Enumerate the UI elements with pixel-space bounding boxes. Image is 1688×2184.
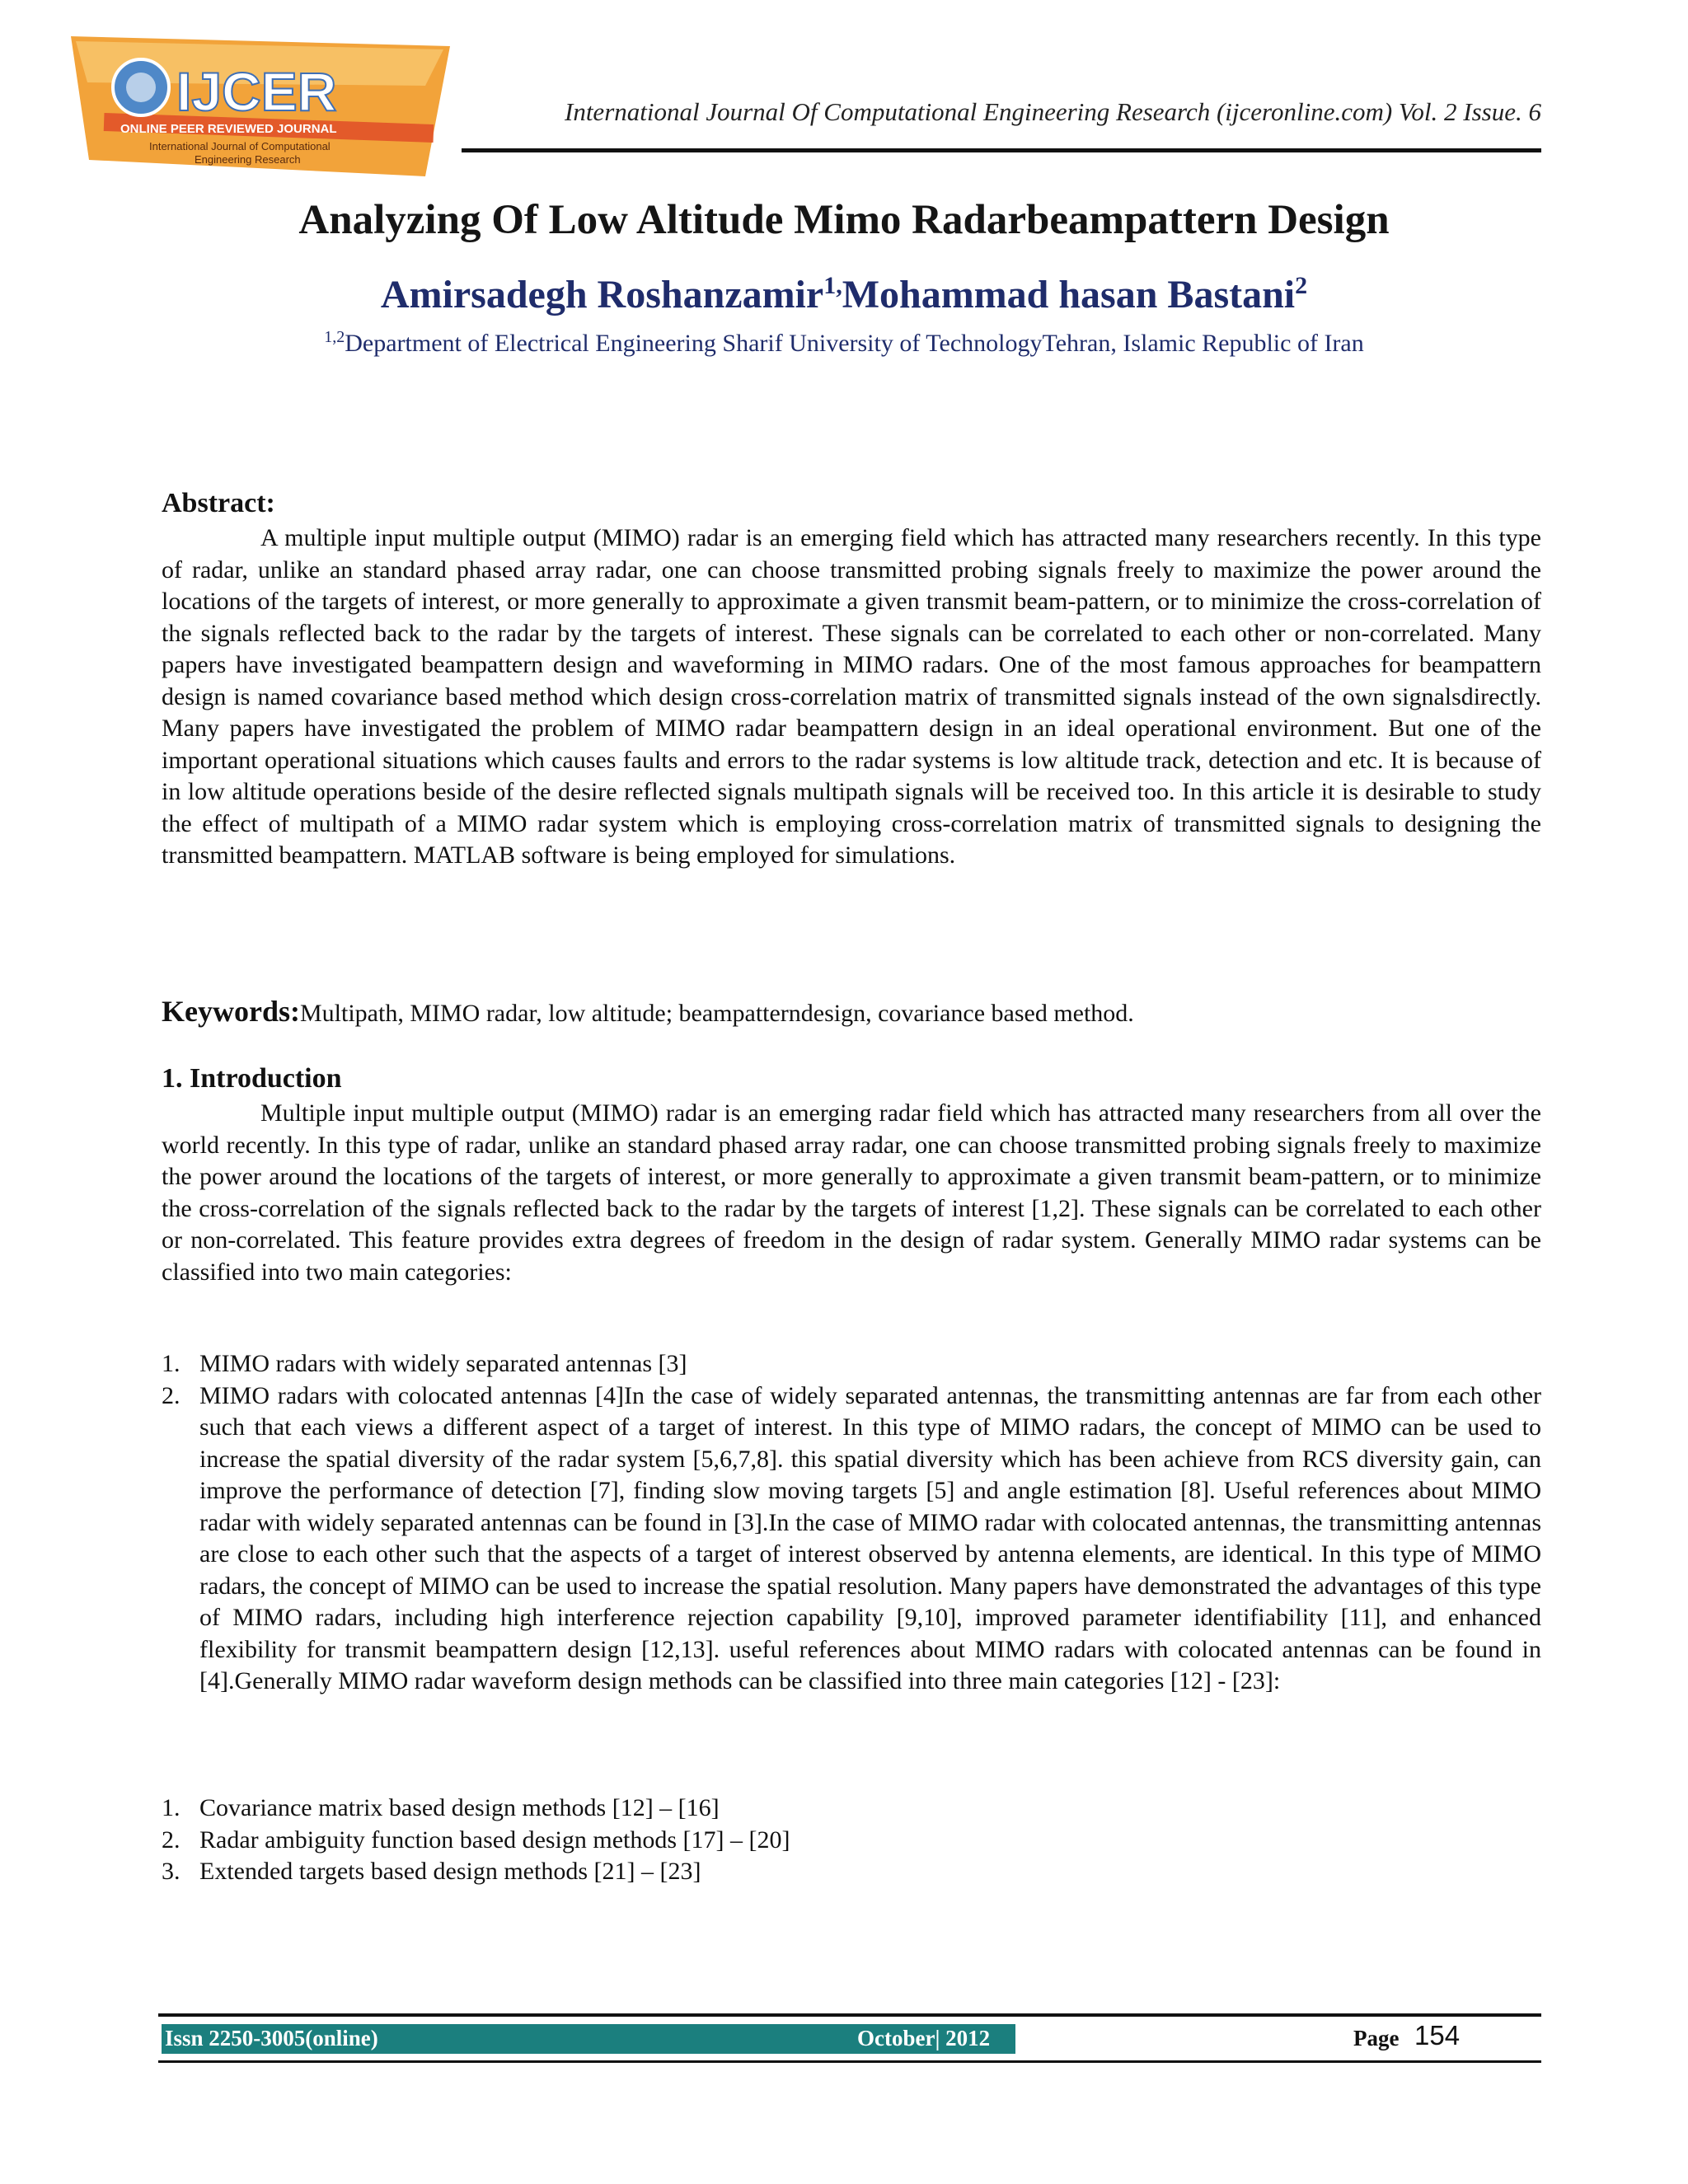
logo-graphic: [71, 36, 450, 176]
affiliation-text: Department of Electrical Engineering Sharif University of TechnologyTehran, Islamic Republic of Iran: [345, 330, 1364, 357]
introduction-heading: 1. Introduction: [162, 1063, 342, 1094]
keywords-text: Multipath, MIMO radar, low altitude; beampatterndesign, covariance based method.: [299, 1000, 1134, 1027]
abstract-heading: Abstract:: [162, 488, 275, 518]
list-item: [162, 1856, 1541, 1888]
footer-date: October| 2012: [857, 2026, 991, 2050]
logo-subline-2: Engineering Research: [195, 153, 301, 166]
list-item: [162, 1825, 1541, 1857]
author-affiliation: [0, 328, 1688, 358]
list-item-number: 1.: [162, 1350, 181, 1377]
list-item-number: 2.: [162, 1825, 181, 1854]
author-list: [0, 272, 1688, 317]
keywords-label: Keywords:: [162, 995, 300, 1028]
keywords-line: [162, 996, 1541, 1030]
list-item-text: MIMO radars with colocated antennas [4]In the case of widely separated antennas, the transmitting antennas are far from each other such that each views a different aspect of a target of interest. In this type of MIMO radars, the concept of MIMO can be used to increase the spatial diversity of the radar system [5,6,7,8]. this spatial diversity which has been achieve from RCS diversity gain, can improve the performance of detection [7], finding slow moving targets [5] and angle estimation [8]. Useful references about MIMO radar with widely separated antennas can be found in [3].In the case of MIMO radar with colocated antennas, the transmitting antennas are close to each other such that the aspects of a target of interest observed by antenna elements, are identical. In this type of MIMO radars, the concept of MIMO can be used to increase the spatial resolution. Many papers have demonstrated the advantages of this type of MIMO radars, including high interference rejection capability [9,10], improved parameter identifiability [11], and enhanced flexibility for transmit beampattern design [12,13]. useful references about MIMO radars with colocated antennas can be found in [4].Generally MIMO radar waveform design methods can be classified into three main categories [12] - [23]:: [199, 1381, 1541, 1694]
list-item-number: 3.: [162, 1858, 181, 1885]
logo-tagline-text: ONLINE PEER REVIEWED JOURNAL: [120, 122, 337, 136]
paper-title: Analyzing Of Low Altitude Mimo Radarbeampattern Design: [298, 197, 1390, 243]
footer-page-label: Page: [1353, 2026, 1400, 2050]
list-item-number: 2.: [162, 1381, 181, 1409]
abstract-body: A multiple input multiple output (MIMO) radar is an emerging field which has attracted many researchers recently. In this type of radar, unlike an standard phased array radar, one can choose transmitted probing signals freely to maximize the power around the locations of the targets of interest, or more generally to approximate a given transmit beam-pattern, or to minimize the cross-correlation of the signals reflected back to the radar by the targets of interest. These signals can be correlated to each other or non-correlated. Many papers have investigated beampattern design and waveforming in MIMO radars. One of the most famous approaches for beampattern design is named covariance based method which design cross-correlation matrix of transmitted signals instead of the own signalsdirectly. Many papers have investigated the problem of MIMO radar beampattern design in an ideal operational environment. But one of the important operational situations which causes faults and errors to the radar systems is low altitude track, detection and etc. It is because of in low altitude operations beside of the desire reflected signals multipath signals will be received too. In this article it is desirable to study the effect of multipath of a MIMO radar system which is employing cross-correlation matrix of transmitted signals to designing the transmitted beampattern. MATLAB software is being employed for simulations.: [162, 524, 1541, 869]
logo-brand-text: IJCER: [176, 61, 337, 122]
footer-page-number: 154: [1414, 2020, 1461, 2050]
list-item: [162, 1380, 1541, 1698]
list-item: [162, 1348, 1541, 1380]
introduction-paragraph: Multiple input multiple output (MIMO) radar is an emerging radar field which has attracted many researchers from all over the world recently. In this type of radar, unlike an standard phased array radar, one can choose transmitted probing signals freely to maximize the power around the locations of the targets of interest, or more generally to approximate a given transmit beam-pattern, or to minimize the cross-correlation of the signals reflected back to the radar by the targets of interest [1,2]. These signals can be correlated to each other or non-correlated. This feature provides extra degrees of freedom in the design of radar system. Generally MIMO radar systems can be classified into two main categories:: [162, 1099, 1541, 1286]
list-item: [162, 1793, 1541, 1825]
list-item-text: Covariance matrix based design methods [12] – [16]: [199, 1794, 720, 1821]
list-item-text: MIMO radars with widely separated antennas [3]: [199, 1350, 687, 1377]
author-2-name: Mohammad hasan Bastani: [842, 273, 1296, 316]
antenna-category-list: [162, 1348, 1541, 1698]
header-divider: [462, 148, 1541, 152]
footer-divider-bottom: [158, 2060, 1541, 2063]
logo-subline-1: International Journal of Computational: [149, 140, 331, 152]
list-item-number: 1.: [162, 1794, 181, 1821]
list-item-text: Radar ambiguity function based design methods [17] – [20]: [199, 1825, 790, 1854]
author-1-superscript: 1,: [823, 272, 842, 299]
footer-issn: Issn 2250-3005(online): [165, 2026, 378, 2050]
list-item-text: Extended targets based design methods [21] – [23]: [199, 1858, 701, 1885]
affiliation-superscript: 1,2: [324, 328, 345, 346]
journal-logo: [71, 36, 450, 176]
journal-header-line: International Journal Of Computational Engineering Research (ijceronline.com) Vol. 2 Issue. 6: [565, 97, 1541, 126]
author-1-name: Amirsadegh Roshanzamir: [380, 273, 824, 316]
design-method-list: [162, 1793, 1541, 1888]
author-2-superscript: 2: [1295, 272, 1308, 299]
footer-divider-top: [158, 2013, 1541, 2017]
